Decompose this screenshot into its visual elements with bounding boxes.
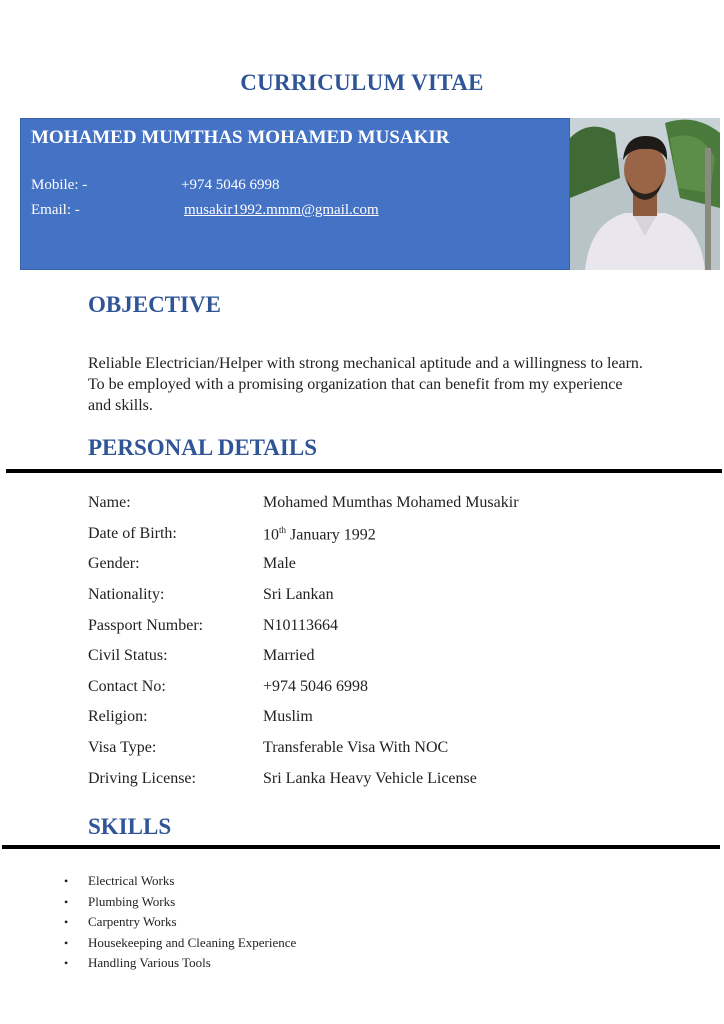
mobile-row (31, 177, 279, 194)
skills-list (60, 871, 296, 974)
birth-day-suffix: th (279, 525, 287, 535)
list-item (60, 953, 296, 974)
detail-label: Gender: (88, 555, 140, 572)
bullet-icon: • (64, 956, 69, 970)
detail-label: Driving License: (88, 770, 196, 787)
bullet-icon: • (64, 935, 69, 950)
section-divider (2, 845, 720, 849)
objective-heading: OBJECTIVE (88, 292, 221, 317)
birth-month-year: January 1992 (286, 526, 376, 544)
objective-text: Reliable Electrician/Helper with strong mechanical aptitude and a willingness to learn. To be employed with a promising organization that can benefit from my experience and skills. (88, 355, 643, 414)
section-divider (6, 469, 722, 473)
contact-header (20, 118, 570, 270)
skills-heading: SKILLS (88, 814, 172, 839)
profile-photo (570, 118, 720, 270)
detail-value: +974 5046 6998 (263, 678, 369, 695)
bullet-icon: • (64, 874, 69, 888)
detail-value: Male (263, 555, 296, 572)
skill-label: Electrical Works (88, 873, 175, 888)
list-item (60, 871, 296, 892)
skill-label: Carpentry Works (88, 914, 177, 929)
detail-label: Name: (88, 494, 131, 511)
detail-label: Contact No: (88, 678, 166, 695)
skill-label: Plumbing Works (88, 893, 176, 909)
detail-value: Muslim (263, 708, 313, 725)
mobile-label: Mobile: - (31, 177, 88, 193)
detail-label: Passport Number: (88, 617, 204, 634)
detail-value: N10113664 (263, 617, 338, 634)
detail-value: Sri Lanka Heavy Vehicle License (263, 770, 477, 787)
detail-value: Transferable Visa With NOC (263, 739, 449, 756)
skill-label: Housekeeping and Cleaning Experience (88, 934, 297, 950)
detail-value: Married (263, 647, 315, 664)
list-item (60, 933, 296, 954)
bullet-icon: • (64, 894, 69, 909)
skill-label: Handling Various Tools (88, 955, 211, 970)
detail-label: Civil Status: (88, 647, 168, 664)
personal-details-heading: PERSONAL DETAILS (88, 435, 318, 460)
document-title: CURRICULUM VITAE (240, 70, 484, 95)
profile-photo-icon (570, 118, 720, 270)
list-item (60, 892, 296, 913)
list-item (60, 912, 296, 933)
email-row (31, 202, 379, 219)
detail-value (263, 525, 376, 544)
detail-label: Religion: (88, 708, 148, 725)
candidate-name: MOHAMED MUMTHAS MOHAMED MUSAKIR (31, 127, 450, 148)
detail-value: Sri Lankan (263, 586, 334, 603)
email-link[interactable]: musakir1992.mmm@gmail.com (184, 202, 379, 218)
detail-label: Nationality: (88, 586, 165, 603)
detail-label: Visa Type: (88, 739, 157, 756)
birth-day: 10 (263, 526, 279, 544)
email-label: Email: - (31, 202, 80, 218)
bullet-icon: • (64, 915, 69, 929)
detail-value: Mohamed Mumthas Mohamed Musakir (263, 494, 519, 511)
detail-label: Date of Birth: (88, 525, 177, 542)
mobile-value: +974 5046 6998 (181, 177, 280, 193)
